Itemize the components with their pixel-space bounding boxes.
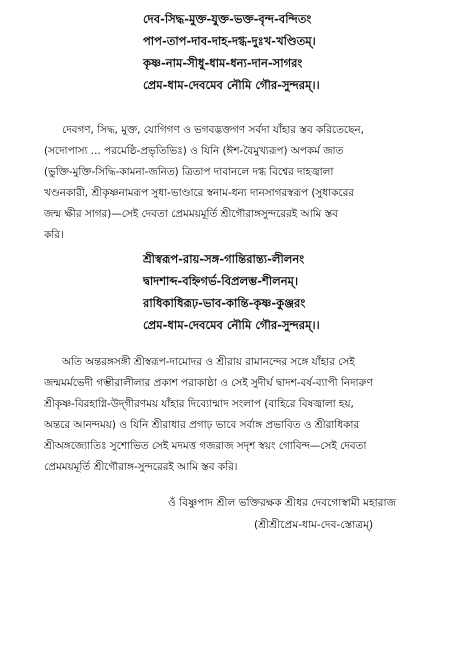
source-title: (শ্রীশ্রীপ্রেম-ধাম-দেব-স্তোত্রম্)	[254, 519, 374, 531]
paragraph-line: প্রেমময়মূর্তি শ্রীগৌরাঙ্গ-সুন্দরেরই আমি স্তব করি।	[44, 461, 238, 473]
verse-line: শ্রীস্বরূপ-রায়-সঙ্গ-গান্তিরান্ত্য-লীলনং	[143, 252, 305, 266]
translation-paragraph-1	[44, 120, 434, 246]
verse-line: দ্বাদশাব্দ-বহ্নিগর্ভ-বিপ্রলম্ভ-শীলনম্।	[143, 274, 299, 288]
paragraph-line: অতি অন্তরঙ্গসঙ্গী শ্রীস্বরূপ-দামোদর ও শ্রীরায় রামানন্দের সঙ্গে যাঁহার সেই	[62, 356, 355, 368]
translation-paragraph-2	[44, 352, 434, 478]
verse-line: পাপ-তাপ-দাব-দাহ-দগ্ধ-দুঃখ-খণ্ডিতম্।	[143, 34, 316, 48]
verse-line: প্রেম-ধাম-দেবমেব নৌমি গৌর-সুন্দরম্।।	[143, 318, 320, 332]
verse-line: রাধিকাধিরূঢ়-ভাব-কান্তি-কৃষ্ণ-কুঞ্জরং	[143, 296, 306, 310]
verse-line: দেব-সিদ্ধ-মুক্ত-যুক্ত-ভক্ত-বৃন্দ-বন্দিতং	[143, 12, 312, 26]
verse-2	[143, 248, 443, 336]
verse-line: প্রেম-ধাম-দেবমেব নৌমি গৌর-সুন্দরম্।।	[143, 78, 320, 92]
paragraph-line: দেবগণ, সিদ্ধ, মুক্ত, যোগিগণ ও ভগবদ্ভক্তগণ সর্বদা যাঁহার স্তব করিতেছেন,	[62, 124, 364, 136]
paragraph-line: খণ্ডনকারী, শ্রীকৃষ্ণনামরূপ সুধা-ভাণ্ডারে স্বনাম-ধন্য দানসাগরস্বরূপ (সুধাকরের	[44, 187, 354, 199]
paragraph-line: জন্ম ক্ষীর সাগর)—সেই দেবতা প্রেমময়মূর্তি শ্রীগৌরাঙ্গসুন্দরেরই আমি স্তব	[44, 208, 338, 220]
paragraph-line: জন্মমর্মভেদী গম্ভীরালীলার প্রকাশ পরাকাষ্ঠা ও সেই সুদীর্ঘ দ্বাদশ-বর্ষ-ব্যাপী নিদারুণ	[44, 377, 373, 389]
paragraph-line: (ভুক্তি-মুক্তি-সিদ্ধি-কামনা-জনিত) ত্রিতাপ দাবানলে দগ্ধ বিশ্বের দাহজ্বালা	[44, 166, 334, 178]
verse-line: কৃষ্ণ-নাম-সীধু-ধাম-ধন্য-দান-সাগরং	[143, 56, 303, 70]
verse-1	[143, 8, 443, 96]
paragraph-line: (সদোপাস্য ... পরমেষ্ঠি-প্রভৃতিভিঃ) ও যিনি (ঈশ-বৈমুখ্যরূপ) অপকর্ম জাত	[44, 145, 344, 157]
attribution	[168, 492, 458, 536]
paragraph-line: শ্রীকৃষ্ণ-বিরহাগ্নি-উদ্‌গীরণময় যাঁহার দিব্যোন্মাদ সংলাপ (বাহিরে বিষজ্বালা হয়,	[44, 398, 354, 410]
paragraph-line: অন্তরে আনন্দময়) ও যিনি শ্রীরাধার প্রগাঢ় ভাবে সর্বাঙ্গ প্রভাবিত ও শ্রীরাধিকার	[44, 419, 360, 431]
paragraph-line: করি।	[44, 229, 64, 241]
paragraph-line: শ্রীঅঙ্গজ্যোতিঃ সুশোভিত সেই মদমত্ত গজরাজ সদৃশ স্বয়ং গোবিন্দ—সেই দেবতা	[44, 440, 367, 452]
author-line: ওঁ বিষ্ণুপাদ শ্রীল ভক্তিরক্ষক শ্রীধর দেবগোস্বামী মহারাজ	[168, 497, 397, 509]
